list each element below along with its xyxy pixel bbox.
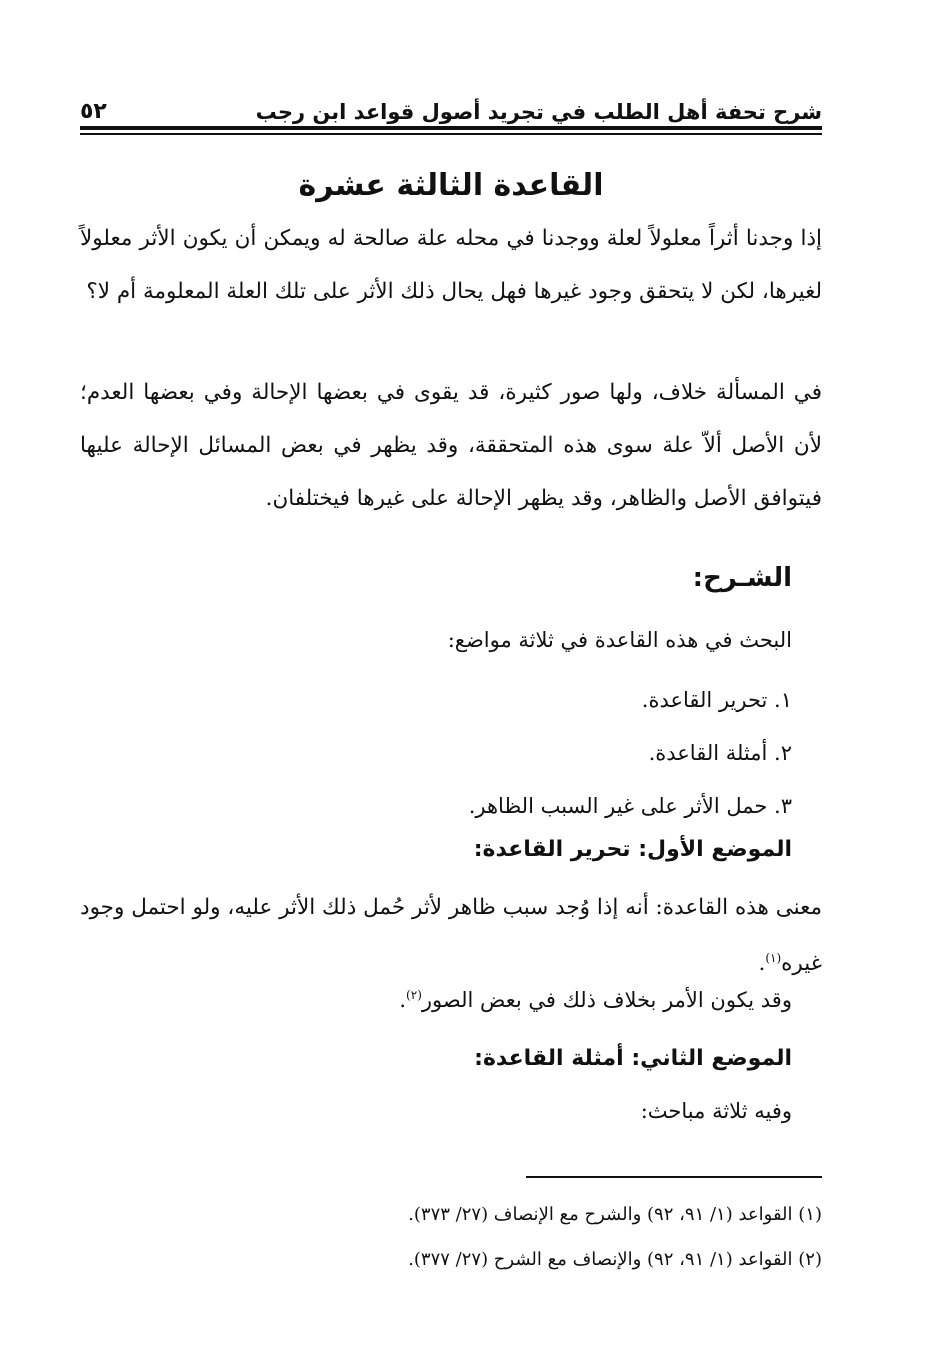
list-item: ٣. حمل الأثر على غير السبب الظاهر. [468, 794, 792, 818]
rule-paragraph-1: إذا وجدنا أثراً معلولاً لعلة ووجدنا في محله علة صالحة له ويمكن أن يكون الأثر معلولاً لغيرها، لكن لا يتحقق وجود غيرها فهل يحال ذلك الأثر على تلك العلة المعلومة أم لا؟ [80, 226, 822, 304]
commentary-heading: الشـرح: [692, 563, 792, 593]
footnote-2: (٢) القواعد (١/ ٩١، ٩٢) والإنصاف مع الشرح (٢٧/ ٣٧٧). [408, 1249, 822, 1270]
commentary-intro: البحث في هذه القاعدة في ثلاثة مواضع: [447, 628, 792, 652]
page-number: ٥٢ [80, 99, 107, 124]
rule-title: القاعدة الثالثة عشرة [298, 168, 604, 203]
section-1-text-end: . [758, 951, 766, 976]
section-1-text-2-end: . [399, 988, 407, 1012]
footnote-1: (١) القواعد (١/ ٩١، ٩٢) والشرح مع الإنصاف (٢٧/ ٣٧٣). [408, 1204, 822, 1225]
header-rule-thin [80, 133, 822, 135]
section-1-paragraph [80, 880, 822, 992]
section-1-text-2: وقد يكون الأمر بخلاف ذلك في بعض الصور [421, 988, 792, 1012]
list-item: ١. تحرير القاعدة. [641, 688, 792, 712]
section-1-text: معنى هذه القاعدة: أنه إذا وُجد سبب ظاهر لأثر حُمل ذلك الأثر عليه، ولو احتمل وجود غيره [80, 895, 822, 976]
footnote-separator [526, 1176, 822, 1178]
section-1-paragraph-2 [399, 982, 792, 1018]
page-header [80, 86, 822, 124]
rule-paragraph-2: في المسألة خلاف، ولها صور كثيرة، قد يقوى في بعضها الإحالة وفي بعضها العدم؛ لأن الأصل ألاّ علة سوى هذه المتحققة، وقد يظهر في بعض المسائل الإحالة عليها فيتوافق الأصل والظاهر، وقد يظهر الإحالة على غيرها فيختلفان. [80, 380, 822, 511]
list-item: ٢. أمثلة القاعدة. [648, 741, 792, 765]
running-title: شرح تحفة أهل الطلب في تجريد أصول قواعد ابن رجب [255, 100, 822, 124]
section-1-heading: الموضع الأول: تحرير القاعدة: [473, 837, 792, 862]
footnote-ref-1[interactable]: (١) [765, 950, 782, 965]
header-rule-thick [80, 126, 822, 130]
section-2-text: وفيه ثلاثة مباحث: [640, 1099, 792, 1123]
footnote-ref-2[interactable]: (٢) [406, 988, 422, 1002]
section-2-heading: الموضع الثاني: أمثلة القاعدة: [474, 1046, 792, 1071]
topics-list [469, 674, 792, 833]
